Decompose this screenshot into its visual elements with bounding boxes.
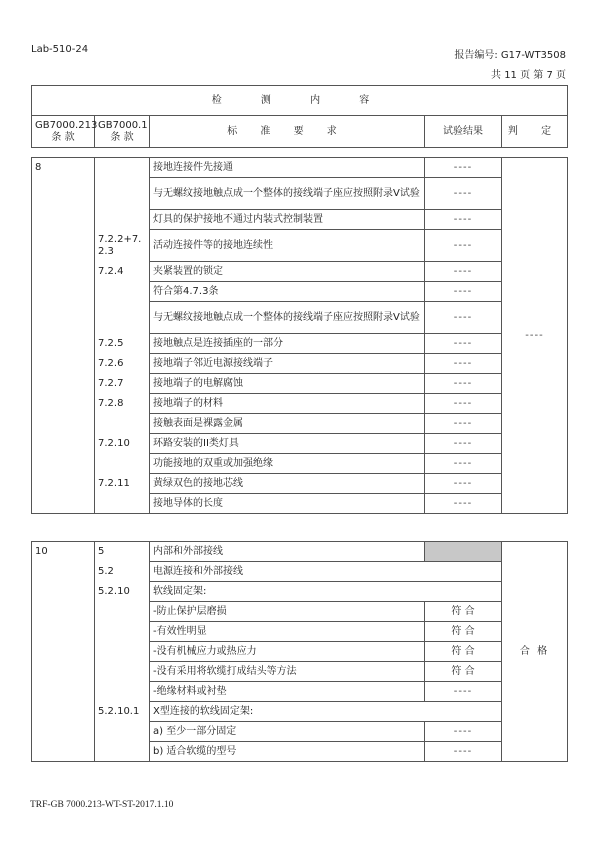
requirement-text: 夹紧装置的锁定: [150, 262, 425, 282]
result-cell: ----: [425, 262, 502, 282]
result-cell: ----: [425, 374, 502, 394]
lab-code: Lab-510-24: [31, 44, 89, 55]
result-cell: 符 合: [425, 642, 502, 662]
result-cell: 符 合: [425, 662, 502, 682]
result-cell: ----: [425, 354, 502, 374]
sub-clause: 7.2.7: [95, 374, 150, 394]
sub-clause: 5.2.10.1: [95, 702, 150, 722]
sub-clause: [95, 282, 150, 302]
result-cell: ----: [425, 474, 502, 494]
result-cell: ----: [425, 210, 502, 230]
requirement-text: 电源连接和外部接线: [150, 562, 502, 582]
result-cell: ----: [425, 682, 502, 702]
col-gb7000-213: [32, 116, 98, 148]
col1-line1: GB7000.213: [35, 119, 98, 131]
sub-clause: 7.2.2+7.2.3: [95, 230, 150, 262]
result-cell: ----: [425, 414, 502, 434]
sub-clause: 5: [95, 542, 150, 562]
requirement-text: 与无螺纹接地触点成一个整体的接线端子座应按照附录V试验: [150, 302, 425, 334]
requirement-text: -有效性明显: [150, 622, 425, 642]
clause-10: 10: [32, 542, 95, 762]
sub-clause: [95, 602, 150, 622]
requirement-text: 软线固定架:: [150, 582, 502, 602]
requirement-text: 与无螺纹接地触点成一个整体的接线端子座应按照附录V试验: [150, 178, 425, 210]
col2-line2: 条 款: [110, 131, 134, 143]
sub-clause: 5.2: [95, 562, 150, 582]
requirement-text: a) 至少一部分固定: [150, 722, 425, 742]
requirement-text: 接地端子的材料: [150, 394, 425, 414]
col2-line1: GB7000.1: [98, 119, 148, 131]
sub-clause: [95, 210, 150, 230]
requirement-text: X型连接的软线固定架:: [150, 702, 502, 722]
sub-clause: 7.2.4: [95, 262, 150, 282]
result-cell-shaded: [425, 542, 502, 562]
requirement-text: -没有机械应力或热应力: [150, 642, 425, 662]
requirement-text: 接地端子邻近电源接线端子: [150, 354, 425, 374]
sub-clause: [95, 722, 150, 742]
result-cell: ----: [425, 334, 502, 354]
sub-clause: [95, 662, 150, 682]
sub-clause: [95, 302, 150, 334]
col-result: 试验结果: [425, 116, 502, 148]
requirement-text: 功能接地的双重或加强绝缘: [150, 454, 425, 474]
requirement-text: 灯具的保护接地不通过内装式控制装置: [150, 210, 425, 230]
requirement-text: b) 适合软缆的型号: [150, 742, 425, 762]
col-verdict: 判 定: [502, 116, 568, 148]
sub-clause: [95, 742, 150, 762]
requirement-text: 符合第4.7.3条: [150, 282, 425, 302]
sub-clause: [95, 158, 150, 178]
col1-line2: 条 款: [51, 131, 75, 143]
requirement-text: 黄绿双色的接地芯线: [150, 474, 425, 494]
report-number: 报告编号: G17-WT3508: [454, 50, 566, 61]
verdict-section-10: 合 格: [502, 542, 568, 762]
result-cell: ----: [425, 742, 502, 762]
result-cell: ----: [425, 722, 502, 742]
section-8-table: [31, 157, 568, 514]
requirement-text: 接地触点是连接插座的一部分: [150, 334, 425, 354]
result-cell: ----: [425, 454, 502, 474]
requirement-text: 接地连接件先接通: [150, 158, 425, 178]
table-title: 检 测 内 容: [32, 86, 568, 116]
result-cell: ----: [425, 178, 502, 210]
result-cell: ----: [425, 394, 502, 414]
sub-clause: 7.2.6: [95, 354, 150, 374]
result-cell: ----: [425, 282, 502, 302]
sub-clause: [95, 454, 150, 474]
result-cell: ----: [425, 230, 502, 262]
result-cell: ----: [425, 302, 502, 334]
requirement-text: 接触表面是裸露金属: [150, 414, 425, 434]
requirement-text: -防止保护层磨损: [150, 602, 425, 622]
col-requirement: 标 准 要 求: [150, 116, 425, 148]
requirement-text: -绝缘材料或衬垫: [150, 682, 425, 702]
form-code: TRF-GB 7000.213-WT-ST-2017.1.10: [30, 800, 174, 810]
requirement-text: 环路安装的II类灯具: [150, 434, 425, 454]
table-header: [31, 85, 568, 148]
col-gb7000-1: [95, 116, 150, 148]
sub-clause: [95, 642, 150, 662]
result-cell: ----: [425, 494, 502, 514]
sub-clause: [95, 414, 150, 434]
sub-clause: 7.2.5: [95, 334, 150, 354]
requirement-text: 接地端子的电解腐蚀: [150, 374, 425, 394]
result-cell: 符 合: [425, 622, 502, 642]
sub-clause: 5.2.10: [95, 582, 150, 602]
sub-clause: 7.2.11: [95, 474, 150, 494]
sub-clause: [95, 494, 150, 514]
requirement-text: 接地导体的长度: [150, 494, 425, 514]
result-cell: 符 合: [425, 602, 502, 622]
page-info: 共 11 页 第 7 页: [491, 70, 566, 81]
sub-clause: [95, 622, 150, 642]
result-cell: ----: [425, 158, 502, 178]
sub-clause: [95, 178, 150, 210]
section-10-table: [31, 541, 568, 762]
requirement-text: -没有采用将软缆打成结头等方法: [150, 662, 425, 682]
sub-clause: [95, 682, 150, 702]
sub-clause: 7.2.10: [95, 434, 150, 454]
sub-clause: 7.2.8: [95, 394, 150, 414]
clause-8: 8: [32, 158, 95, 514]
requirement-text: 内部和外部接线: [150, 542, 425, 562]
requirement-text: 活动连接件等的接地连续性: [150, 230, 425, 262]
verdict-section-8: ----: [502, 158, 568, 514]
result-cell: ----: [425, 434, 502, 454]
